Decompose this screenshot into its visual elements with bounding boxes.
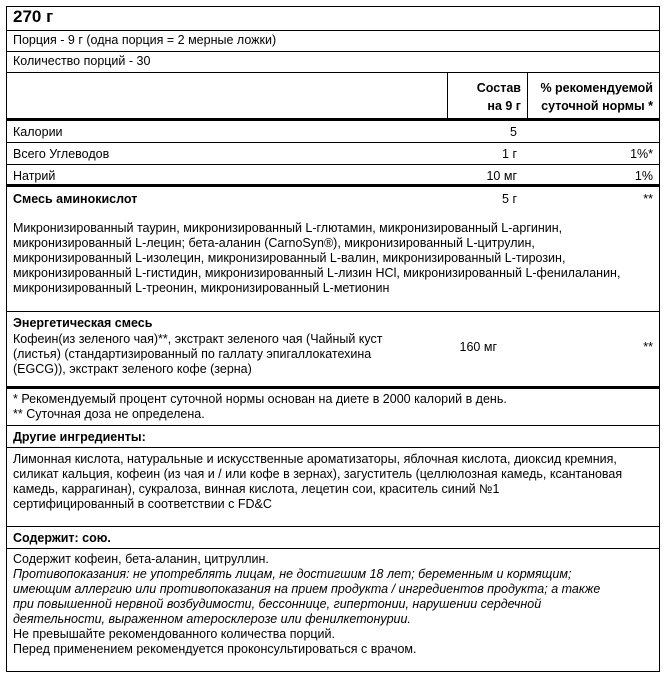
ingredient-line: микронизированный L-лецин; бета-аланин (CarnoSyn®), микронизированный L-цитрулин,: [13, 236, 535, 250]
footnote-daily-value: * Рекомендуемый процент суточной нормы основан на диете в 2000 калорий в день.: [13, 392, 507, 406]
contraindication-line: имеющим аллергию или противопоказания на прием продукта / ингредиентов продукта; а также: [13, 582, 601, 596]
ingredient-line: микронизированный L-треонин, микронизированный L-метионин: [13, 281, 390, 295]
amino-acid-blend: [7, 187, 659, 312]
nutrient-pct: 1%: [634, 169, 653, 183]
ingredient-line: Лимонная кислота, натуральные и искусственные ароматизаторы, яблочная кислота, диоксид кремния,: [13, 452, 617, 466]
nutrient-amount: 5: [510, 125, 517, 139]
footnotes: [7, 389, 659, 426]
nutrient-amount: 10 мг: [486, 169, 517, 183]
table-header: [7, 73, 659, 121]
pct-column-header: [527, 73, 659, 118]
nutrient-name: Натрий: [13, 169, 56, 183]
allergen-title: Содержит: сою.: [7, 527, 659, 549]
pct-header-line: % рекомендуемой: [540, 81, 653, 95]
servings-count: Количество порций - 30: [7, 52, 659, 73]
ingredient-line: микронизированный L-изолецин, микронизированный L-валин, микронизированный L-тирозин,: [13, 251, 566, 265]
energy-blend-pct: **: [643, 340, 653, 354]
ingredient-line: Микронизированный таурин, микронизированный L-глютамин, микронизированный L-аргинин,: [13, 221, 563, 235]
consult-warning: Перед применением рекомендуется проконсультироваться с врачом.: [13, 642, 417, 656]
ingredient-line: силикат кальция, кофеин (из чая и / или кофе в зернах), загуститель (целлюлозная камедь, ксантановая: [13, 467, 623, 481]
pct-header-line: суточной нормы *: [541, 99, 653, 113]
serving-size: Порция - 9 г (одна порция = 2 мерные ложки): [7, 31, 659, 52]
other-ingredients-title: Другие ингредиенты:: [7, 426, 659, 448]
dose-warning: Не превышайте рекомендованного количества порций.: [13, 627, 335, 641]
footnote-not-established: ** Суточная доза не определена.: [13, 407, 205, 421]
nutrition-label: [6, 6, 660, 672]
other-ingredients: [7, 448, 659, 527]
contraindication-line: Противопоказания: не употреблять лицам, не достигшим 18 лет; беременным и кормящим;: [13, 567, 572, 581]
nutrient-amount: 1 г: [502, 147, 517, 161]
ingredient-line: (листья) (стандартизированный по галлату эпигаллокатехина: [13, 347, 372, 361]
energy-blend: [7, 312, 659, 389]
amino-blend-title: Смесь аминокислот: [13, 192, 138, 206]
ingredient-line: микронизированный L-гистидин, микронизированный L-лизин HCl, микронизированный L-фенилаланин,: [13, 266, 621, 280]
amino-blend-amount: 5 г: [502, 192, 517, 206]
energy-blend-ingredients: [13, 332, 383, 377]
energy-blend-amount: 160 мг: [459, 340, 497, 354]
energy-blend-title: Энергетическая смесь: [13, 316, 153, 330]
nutrient-row-calories: [7, 121, 659, 143]
amino-blend-pct: **: [643, 192, 653, 206]
contraindication-line: деятельности, выраженном атеросклерозе или фенилкетонурии.: [13, 612, 411, 626]
ingredient-line: камедь, каррагинан), сукралоза, винная кислота, лецетин сои, краситель синий №1: [13, 482, 500, 496]
nutrient-pct: 1%*: [630, 147, 653, 161]
amino-blend-ingredients: [13, 221, 620, 296]
warnings: [7, 549, 659, 671]
nutrient-name: Всего Углеводов: [13, 147, 110, 161]
contraindication-line: при повышенной нервной возбудимости, бессоннице, гипертонии, нарушении сердечной: [13, 597, 542, 611]
nutrient-row-sodium: [7, 165, 659, 187]
package-weight: 270 г: [7, 7, 659, 31]
contains-line: Содержит кофеин, бета-аланин, цитруллин.: [13, 552, 269, 566]
nutrient-name: Калории: [13, 125, 63, 139]
ingredient-line: Кофеин(из зеленого чая)**, экстракт зеленого чая (Чайный куст: [13, 332, 383, 346]
amount-header-line: на 9 г: [487, 99, 521, 113]
amount-header-line: Состав: [476, 81, 521, 95]
ingredient-line: (EGCG)), экстракт зеленого кофе (зерна): [13, 362, 252, 376]
nutrient-row-carbs: [7, 143, 659, 165]
ingredient-line: сертифицированный в соответствии с FD&C: [13, 497, 272, 511]
amount-column-header: [447, 73, 527, 118]
